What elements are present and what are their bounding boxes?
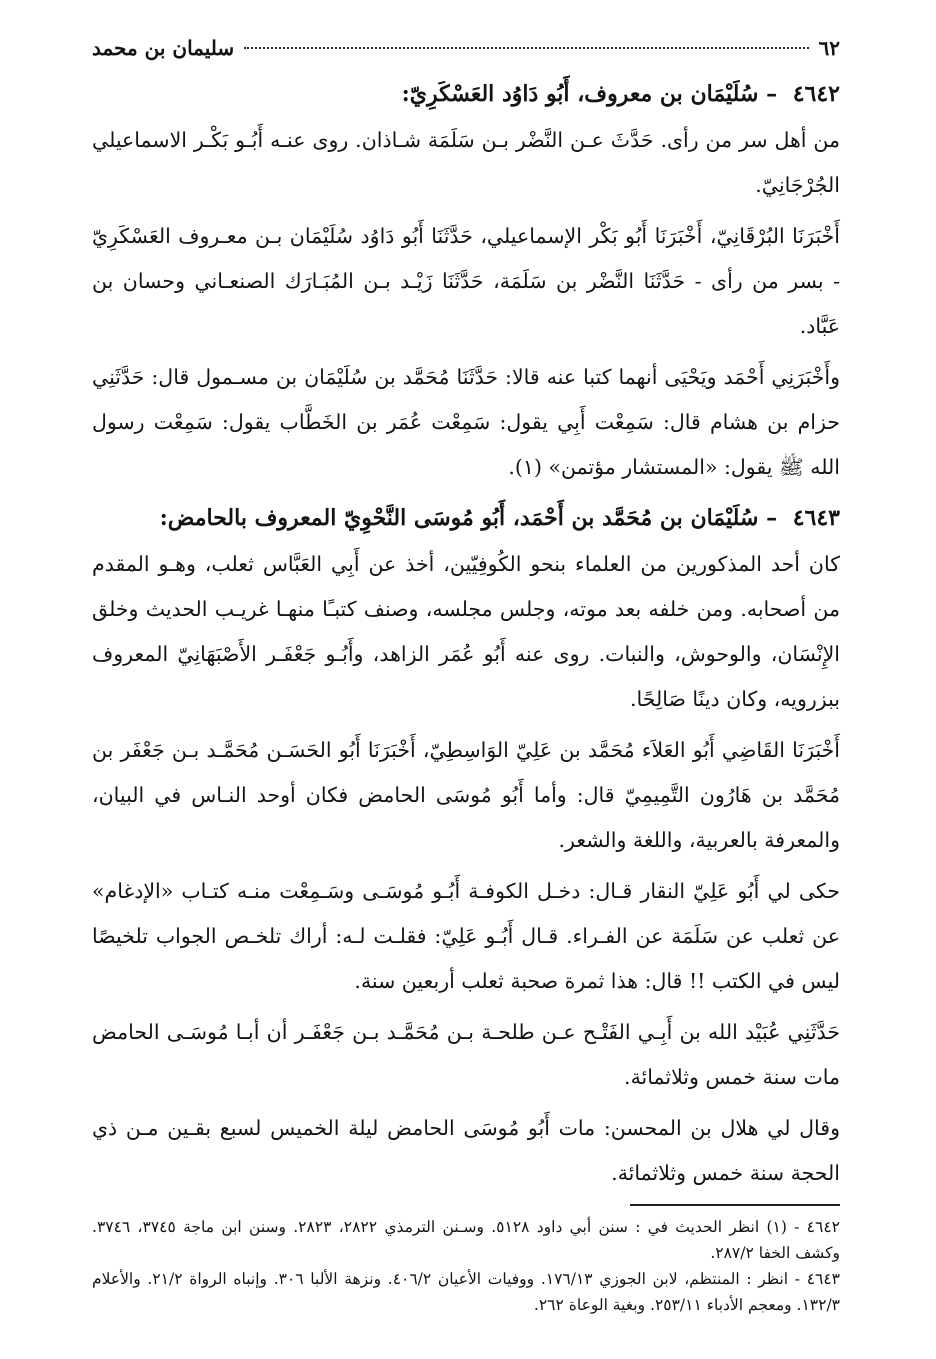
entry-paragraph: أَخْبَرَنَا القَاضِي أَبُو العَلاَء مُحَمَّد بن عَلِيّ الوَاسِطِيّ، أَخْبَرَنَا أَبُو الحَسَـن مُحَمَّـد بـن جَعْفَر بن مُحَمَّد بن هَارُون التَّمِيمِيّ قال: وأما أَبُو مُوسَى الحامض فكان أوحد النـاس في البيان، والمعرفة بالعربية، واللغة والشعر. <box>92 738 840 852</box>
entry-dash: – <box>766 81 778 107</box>
entry-paragraph: وأَخْبَرَنِي أَحْمَد ويَحْيَى أنهما كتبا عنه قالا: حَدَّثَنَا مُحَمَّد بن سُلَيْمَان بن مسـمول قال: حَدَّثَنِي حزام بن هشام قال: سَمِعْت أَبِي يقول: سَمِعْت عُمَر بن الخَطَّاب يقول: سَمِعْت رسول الله ﷺ يقول: «المستشار مؤتمن» (١). <box>92 365 840 479</box>
entry-paragraph: وقال لي هلال بن المحسن: مات أَبُو مُوسَى الحامض ليلة الخميس لسبع بقـين مـن ذي الحجة سنة خمس وثلاثمائة. <box>92 1116 840 1185</box>
entry-heading-4643 <box>92 496 840 540</box>
entry-number: ٤٦٤٢ <box>792 81 840 107</box>
entry-paragraph: أَخْبَرَنَا البُرْقَانِيّ، أَخْبَرَنَا أَبُو بَكْر الإسماعيلي، حَدَّثَنَا أَبُو دَاوُد سُلَيْمَان بـن معـروف العَسْكَرِيّ - بسر من رأى - حَدَّثَنَا النَّضْر بن سَلَمَة، حَدَّثَنَا زَيْـد بـن المُبَـارَك الصنعـاني وحسان بن عَبَّاد. <box>92 224 840 338</box>
page-number: ٦٢ <box>818 36 840 60</box>
footnote-separator <box>630 1204 840 1206</box>
header-dotted-leader <box>244 47 808 49</box>
entry-paragraph: كان أحد المذكورين من العلماء بنحو الكُوفِيّين، أخذ عن أَبِي العَبَّاس ثعلب، وهـو المقدم من أصحابه. ومن خلفه بعد موته، وجلس مجلسه، وصنف كتبـًا منهـا غريـب الحديث وخلق الإِنْسَان، والوحوش، والنبات. روى عنه أَبُو عُمَر الزاهد، وأَبُـو جَعْفَـر الأَصْبَهَانِيّ المعروف ببزرويه، وكان دينًا صَالِحًا. <box>92 552 840 711</box>
book-page <box>92 36 840 1318</box>
entry-title: سُلَيْمَان بن مُحَمَّد بن أَحْمَد، أَبُو مُوسَى النَّحْوِيّ المعروف بالحامض: <box>159 505 759 531</box>
running-header <box>92 36 840 68</box>
running-title: سليمان بن محمد <box>92 36 235 60</box>
entry-heading-4642 <box>92 72 840 116</box>
entry-paragraph: من أهل سر من رأى. حَدَّثَ عـن النَّضْر بـن سَلَمَة شـاذان. روى عنـه أَبُـو بَكْـر الاسماعيلي الجُرْجَانِيّ. <box>92 128 840 197</box>
entry-paragraph: حكى لي أَبُو عَلِيّ النقار قـال: دخـل الكوفـة أَبُـو مُوسَـى وسَـمِعْت منـه كتـاب «الإدغام» عن ثعلب عن سَلَمَة عن الفـراء. قـال أَبُـو عَلِيّ: فقلـت لـه: أراك تلخـص الجواب تلخيصًا ليس في الكتب !! قال: هذا ثمرة صحبة ثعلب أربعين سنة. <box>92 879 840 993</box>
entry-number: ٤٦٤٣ <box>792 505 840 531</box>
entry-dash: – <box>766 505 778 531</box>
footnote: ٤٦٤٢ - (١) انظر الحديث في : سنن أبي داود ٥١٢٨. وسـنن الترمذي ٢٨٢٢، ٢٨٢٣. وسنن ابن ماجة ٣٧٤٥، ٣٧٤٦. وكشف الخفا ٢٨٧/٢. <box>92 1218 840 1262</box>
entry-title: سُلَيْمَان بن معروف، أَبُو دَاوُد العَسْكَرِيّ: <box>401 81 759 107</box>
entry-paragraph: حَدَّثَنِي عُبَيْد الله بن أَبِـي الفَتْـح عـن طلحـة بـن مُحَمَّـد بـن جَعْفَـر أن أبـا مُوسَـى الحامض مات سنة خمس وثلاثمائة. <box>92 1020 840 1089</box>
footnote: ٤٦٤٣ - انظر : المنتظم، لابن الجوزي ١٧٦/١٣. ووفيات الأعيان ٤٠٦/٢. ونزهة الألبا ٣٠٦. وإنباه الرواة ٢١/٢. والأعلام ١٣٢/٣. ومعجم الأدباء ٢٥٣/١١. وبغية الوعاة ٢٦٢. <box>92 1270 841 1314</box>
